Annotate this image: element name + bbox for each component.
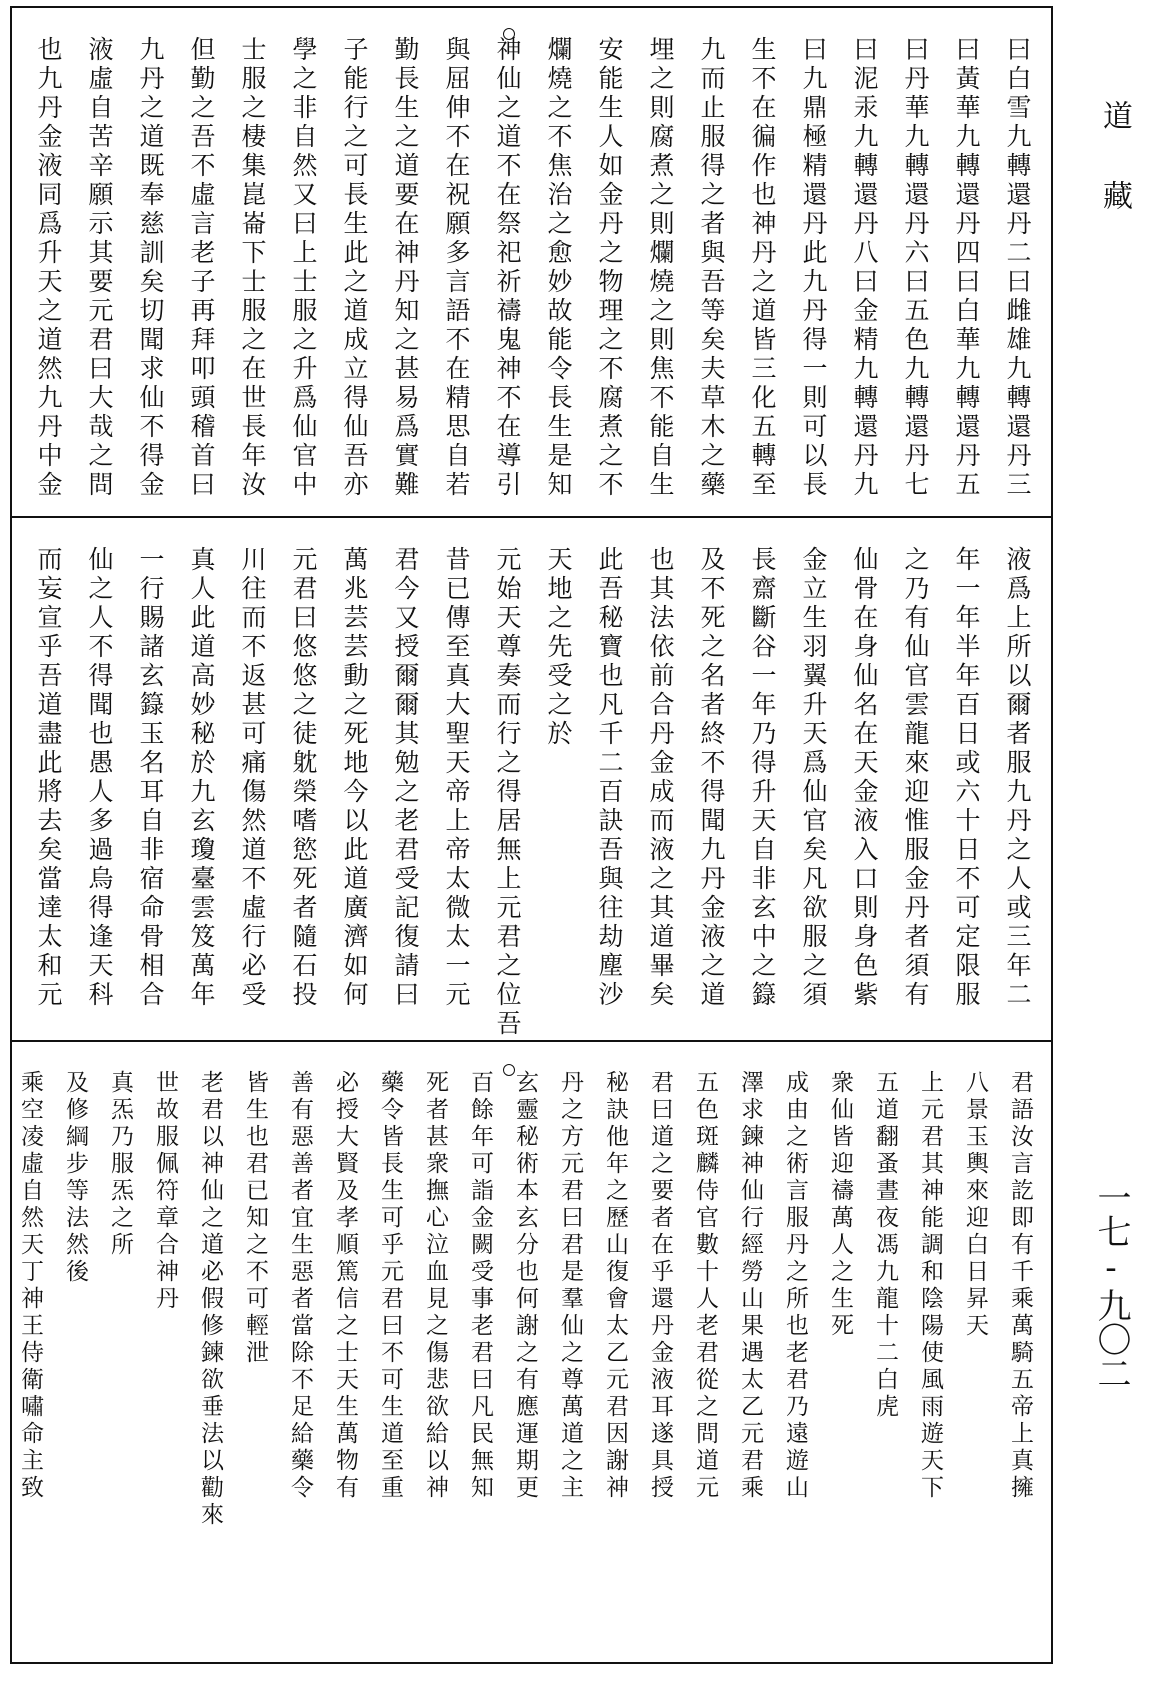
text-column: 乘空凌虛自然天丁神王侍衛嘯命主致: [17, 1070, 43, 1502]
text-column: 液爲上所以爾者服九丹之人或三年二: [1003, 546, 1032, 1010]
text-column: 曰九鼎極精還丹此九丹得一則可以長: [799, 36, 828, 500]
text-column: 元始天尊奏而行之得居無上元君之位吾: [493, 546, 522, 1039]
text-column: 但勤之吾不虛言老子再拜叩頭稽首曰: [187, 36, 216, 500]
column-group: [10, 1070, 1040, 1529]
text-column: 真人此道高妙秘於九玄瓊臺雲笈萬年: [187, 546, 216, 1010]
text-column: 君語汝言訖即有千乘萬騎五帝上真擁: [1007, 1070, 1033, 1502]
text-column: 仙骨在身仙名在天金液入口則身色紫: [850, 546, 879, 1010]
column-group: [25, 36, 1040, 500]
text-column: 神仙之道不在祭祀祈禱鬼神不在導引: [493, 36, 522, 500]
text-column: 元君曰悠悠之徒躭榮嗜慾死者隨石投: [289, 546, 318, 1010]
text-column: 皆生也君已知之不可輕泄: [242, 1070, 268, 1367]
text-panel-3: [14, 1042, 1050, 1662]
text-column: 藥令皆長生可乎元君曰不可生道至重: [377, 1070, 403, 1502]
text-column: 而妄宣乎吾道盡此將去矣當達太和元: [34, 546, 63, 1010]
text-column: 金立生羽翼升天爲仙官矣凡欲服之須: [799, 546, 828, 1010]
text-column: 曰黃華九轉還丹四曰白華九轉還丹五: [952, 36, 981, 500]
text-column: 曰白雪九轉還丹二曰雌雄九轉還丹三: [1003, 36, 1032, 500]
text-column: 秘訣他年之歷山復會太乙元君因謝神: [602, 1070, 628, 1502]
text-column: 百餘年可詣金闕受事老君曰凡民無知: [467, 1070, 493, 1502]
text-column: 真炁乃服炁之所: [107, 1070, 133, 1259]
text-column: 年一年半年百日或六十日不可定限服: [952, 546, 981, 1010]
text-column: 丹之方元君曰君是羣仙之尊萬道之主: [557, 1070, 583, 1502]
text-column: 也九丹金液同爲升天之道然九丹中金: [34, 36, 63, 500]
text-column: 世故服佩符章合神丹: [152, 1070, 178, 1313]
text-column: 一行賜諸玄籙玉名耳自非宿命骨相合: [136, 546, 165, 1010]
text-column: 與屈伸不在祝願多言語不在精思自若: [442, 36, 471, 500]
text-column: 萬兆芸芸動之死地今以此道廣濟如何: [340, 546, 369, 1010]
text-column: 澤求鍊神仙行經勞山果遇太乙元君乘: [737, 1070, 763, 1502]
text-column: 八景玉輿來迎白日昇天: [962, 1070, 988, 1340]
text-panel-2: [14, 518, 1050, 1038]
text-column: 九丹之道既奉慈訓矣切聞求仙不得金: [136, 36, 165, 500]
text-column: 此吾秘寶也凡千二百訣吾與往劫塵沙: [595, 546, 624, 1010]
text-column: 學之非自然又曰上士服之升爲仙官中: [289, 36, 318, 500]
text-column: 之乃有仙官雲龍來迎惟服金丹者須有: [901, 546, 930, 1010]
text-column: 子能行之可長生此之道成立得仙吾亦: [340, 36, 369, 500]
text-column: 曰泥汞九轉還丹八曰金精九轉還丹九: [850, 36, 879, 500]
text-column: 液虛自苦辛願示其要元君曰大哉之問: [85, 36, 114, 500]
text-column: 安能生人如金丹之物理之不腐煮之不: [595, 36, 624, 500]
text-column: 曰丹華九轉還丹六曰五色九轉還丹七: [901, 36, 930, 500]
text-column: 九而止服得之者與吾等矣夫草木之藥: [697, 36, 726, 500]
text-column: 川往而不返甚可痛傷然道不虛行必受: [238, 546, 267, 1010]
text-column: 玄靈秘術本玄分也何謝之有應運期更: [512, 1070, 538, 1502]
text-column: 君曰道之要者在乎還丹金液耳遂具授: [647, 1070, 673, 1502]
text-column: 爛燒之不焦治之愈妙故能令長生是知: [544, 36, 573, 500]
text-column: 仙之人不得聞也愚人多過烏得逢天科: [85, 546, 114, 1010]
text-column: 五道翻蚤晝夜馮九龍十二白虎: [872, 1070, 898, 1421]
text-column: 必授大賢及孝順篤信之士天生萬物有: [332, 1070, 358, 1502]
text-column: 天地之先受之於: [544, 546, 573, 749]
text-panel-1: [14, 8, 1050, 516]
text-column: 衆仙皆迎禱萬人之生死: [827, 1070, 853, 1340]
text-column: 善有惡善者宜生惡者當除不足給藥令: [287, 1070, 313, 1502]
text-column: 昔已傳至真大聖天帝上帝太微太一元: [442, 546, 471, 1010]
text-column: 死者甚衆撫心泣血見之傷悲欲給以神: [422, 1070, 448, 1502]
text-column: 生不在徧作也神丹之道皆三化五轉至: [748, 36, 777, 500]
text-column: 士服之棲集崑崙下士服之在世長年汝: [238, 36, 267, 500]
text-column: 長齋斷谷一年乃得升天自非玄中之籙: [748, 546, 777, 1010]
text-column: 上元君其神能調和陰陽使風雨遊天下: [917, 1070, 943, 1502]
text-column: 老君以神仙之道必假修鍊欲垂法以勸來: [197, 1070, 223, 1529]
text-column: 勤長生之道要在神丹知之甚易爲實難: [391, 36, 420, 500]
column-group: [25, 546, 1040, 1039]
text-column: 埋之則腐煮之則爛燒之則焦不能自生: [646, 36, 675, 500]
margin-title: 道藏: [1097, 100, 1132, 260]
text-column: 也其法依前合丹金成而液之其道畢矣: [646, 546, 675, 1010]
text-column: 君今又授爾爾其勉之老君受記復請曰: [391, 546, 420, 1010]
text-column: 及修綱步等法然後: [62, 1070, 88, 1286]
text-column: 五色斑麟侍官數十人老君從之問道元: [692, 1070, 718, 1502]
text-column: 及不死之名者終不得聞九丹金液之道: [697, 546, 726, 1010]
page-number: 一七-九〇二: [1091, 1180, 1131, 1390]
text-column: 成由之術言服丹之所也老君乃遠遊山: [782, 1070, 808, 1502]
